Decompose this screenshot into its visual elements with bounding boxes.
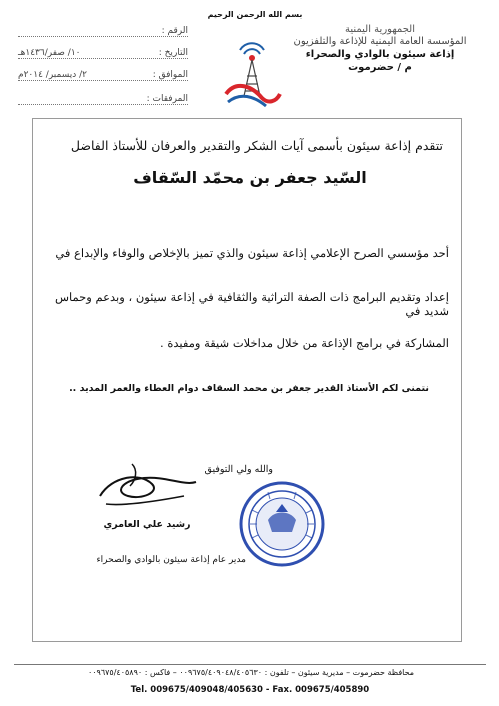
- handwritten-signature: [92, 456, 202, 518]
- official-stamp: [238, 480, 326, 568]
- signer-title: مدير عام إذاعة سيئون بالوادي والصحراء: [96, 555, 246, 565]
- body-line-1: أحد مؤسسي الصرح الإعلامي إذاعة سيئون والذي تميز بالإخلاص والوفاء والإبداع في: [55, 246, 449, 260]
- country-name: الجمهورية اليمنية: [344, 24, 415, 35]
- body-line-3: المشاركة في برامج الإذاعة من خلال مداخلات شيقة ومفيدة .: [160, 336, 449, 350]
- radio-tower-icon: [222, 36, 282, 110]
- footer-contact: Tel. 009675/409048/405630 - Fax. 009675/405890: [130, 685, 370, 695]
- stamp-icon: [238, 480, 326, 568]
- gregorian-date-value: ٢/ ديسمبر/ ٢٠١٤م: [18, 70, 87, 80]
- signer-name: رشيد علي العامري: [103, 519, 191, 530]
- station-name: إذاعة سيئون بالوادي والصحراء: [305, 49, 455, 60]
- letterhead-organization: [275, 24, 485, 73]
- body-line-2: إعداد وتقديم البرامج ذات الصفة التراثية والثقافية في إذاعة سيئون ، وبدعم وحماس شديد في: [54, 290, 449, 318]
- basmala: بسم الله الرحمن الرحيم: [207, 10, 303, 19]
- hijri-date-value: ١٠/ صفر/١٤٣٦هـ: [18, 48, 81, 58]
- honoree-name: السّيد جعفر بن محمّد السّقاف: [133, 168, 367, 187]
- station-logo: [222, 36, 282, 110]
- gregorian-date-field: [18, 64, 188, 81]
- province-name: م / حضرموت: [348, 62, 412, 73]
- gregorian-date-label: الموافق :: [152, 70, 188, 80]
- hijri-date-label: التاريخ :: [158, 48, 188, 58]
- closing-wish: نتمنى لكم الأستاذ القدير جعفر بن محمد السقاف دوام العطاء والعمر المديد ..: [69, 383, 429, 394]
- signature-icon: [92, 456, 202, 518]
- attachments-field: [18, 88, 188, 105]
- reference-number-field: [18, 20, 188, 37]
- hijri-date-field: [18, 42, 188, 59]
- reference-number-label: الرقم :: [161, 26, 188, 36]
- corporation-name: المؤسسة العامة اليمنية للإذاعة والتلفزيون: [293, 36, 467, 47]
- closing-phrase: والله ولي التوفيق: [204, 464, 273, 475]
- footer-divider: [14, 664, 486, 665]
- footer-address: محافظة حضرموت – مديرية سيئون – تلفون : ٠٠٩٦٧٥/٤٠٩٠٤٨/٤٠٥٦٣٠ – فاكس : ٠٠٩٦٧٥/٤٠٥٨٩٠: [87, 668, 415, 677]
- attachments-label: المرفقات :: [146, 94, 188, 104]
- letter-intro: تتقدم إذاعة سيئون بأسمى آيات الشكر والتقدير والعرفان للأستاذ الفاضل: [70, 138, 443, 153]
